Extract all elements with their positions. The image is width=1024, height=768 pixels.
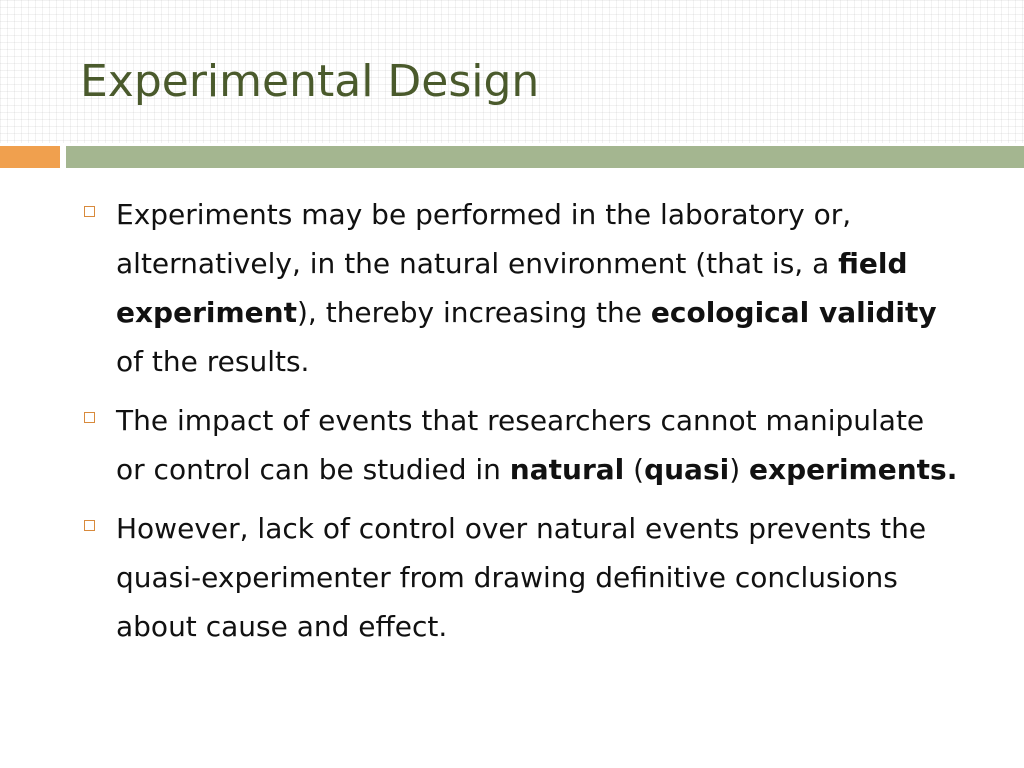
hollow-square-icon: [84, 206, 95, 217]
bullet-segment: However, lack of control over natural events prevents the quasi-experimenter from drawing definitive conclusions about cause and effect.: [116, 512, 927, 643]
bullet-segment-bold: quasi: [644, 453, 730, 486]
bullet-item: [80, 504, 960, 651]
bullet-segment: The impact of events that researchers cannot manipulate or control can be studied in: [116, 404, 925, 486]
bullet-segment-bold: experiments.: [749, 453, 958, 486]
title-band: [0, 0, 1024, 143]
bullet-segment: ): [729, 453, 750, 486]
bullet-list: [80, 190, 960, 661]
bullet-segment-bold: natural: [509, 453, 625, 486]
bullet-segment: of the results.: [116, 345, 310, 378]
bullet-text: [116, 504, 960, 651]
bullet-segment: Experiments may be performed in the laboratory or, alternatively, in the natural environment (that is, a: [116, 198, 852, 280]
hollow-square-icon: [84, 520, 95, 531]
slide-title: Experimental Design: [80, 56, 540, 107]
bullet-item: [80, 396, 960, 494]
hollow-square-icon: [84, 412, 95, 423]
bullet-item: [80, 190, 960, 386]
accent-bar-green: [66, 146, 1024, 168]
bullet-segment: ), thereby increasing the: [296, 296, 651, 329]
bullet-text: [116, 190, 960, 386]
accent-bar-orange: [0, 146, 60, 168]
bullet-text: [116, 396, 960, 494]
bullet-segment-bold: field experiment: [116, 247, 908, 329]
bullet-segment-bold: ecological validity: [650, 296, 937, 329]
bullet-segment: (: [624, 453, 645, 486]
